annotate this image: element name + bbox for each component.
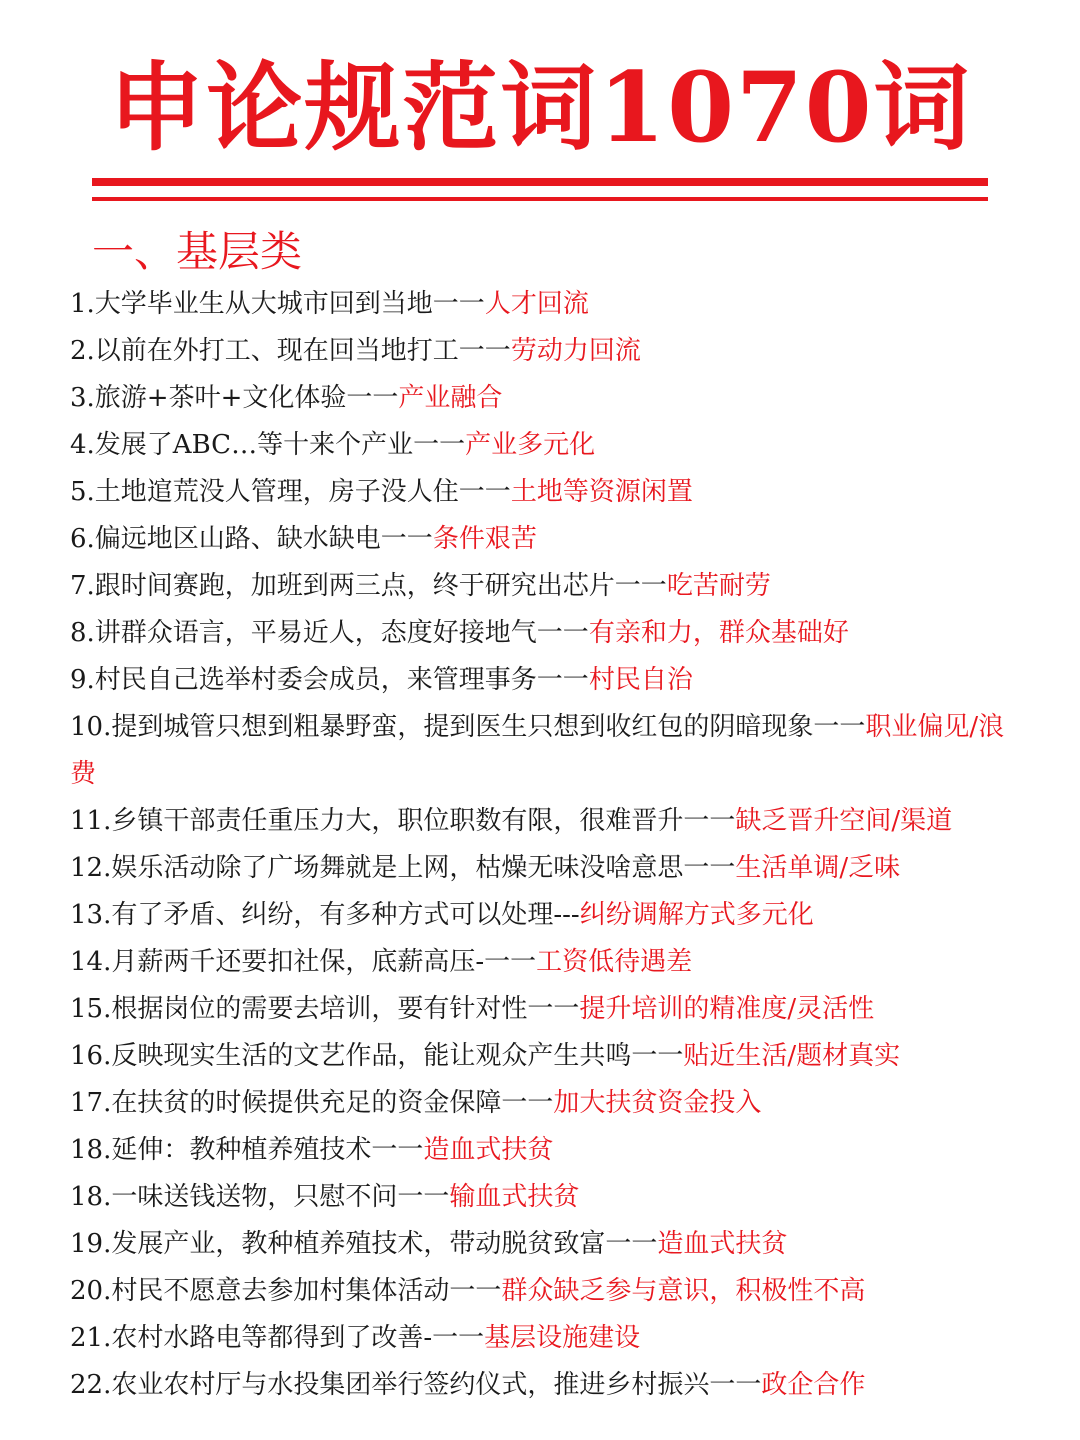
list-item (70, 1033, 1020, 1080)
item-term: 贴近生活/题材真实 (683, 1041, 901, 1071)
item-term: 基层设施建设 (484, 1323, 641, 1353)
item-term: 土地等资源闲置 (510, 477, 693, 507)
list-item (70, 892, 1020, 939)
item-description: 6.偏远地区山路、缺水缺电一一 (70, 524, 433, 554)
item-description: 3.旅游+茶叶+文化体验一一 (70, 383, 399, 413)
item-description: 7.跟时间赛跑，加班到两三点，终于研究出芯片一一 (70, 571, 667, 601)
item-description: 9.村民自己选举村委会成员，来管理事务一一 (70, 665, 589, 695)
list-item (70, 845, 1020, 892)
list-item (70, 986, 1020, 1033)
item-term: 村民自治 (588, 665, 693, 695)
item-description: 22.农业农村厅与水投集团举行签约仪式，推进乡村振兴一一 (70, 1370, 762, 1400)
item-description: 18.一味送钱送物，只慰不问一一 (70, 1182, 450, 1212)
list-item (70, 422, 1020, 469)
list-item (70, 563, 1020, 610)
list-item (70, 798, 1020, 845)
list-item (70, 1127, 1020, 1174)
item-term: 产业融合 (398, 383, 503, 413)
item-description: 5.土地逭荒没人管理，房子没人住一一 (70, 477, 511, 507)
list-item (70, 704, 1020, 798)
item-description: 8.讲群众语言，平易近人，态度好接地气一一 (70, 618, 589, 648)
list-item (70, 1362, 1020, 1409)
item-description: 16.反映现实生活的文艺作品，能让观众产生共鸣一一 (70, 1041, 684, 1071)
item-term: 工资低待遇差 (536, 947, 693, 977)
item-term: 政企合作 (761, 1370, 866, 1400)
item-term: 产业多元化 (465, 430, 596, 460)
list-item (70, 1080, 1020, 1127)
list-item (70, 1315, 1020, 1362)
item-description: 12.娱乐活动除了广场舞就是上网，枯燥无味没啥意思一一 (70, 853, 736, 883)
item-description: 21.农村水路电等都得到了改善-一一 (70, 1323, 485, 1353)
item-description: 11.乡镇干部责任重压力大，职位职数有限，很难晋升一一 (70, 806, 736, 836)
title-divider-thick (92, 178, 988, 186)
item-term: 有亲和力，群众基础好 (588, 618, 849, 648)
item-term: 纠纷调解方式多元化 (579, 900, 814, 930)
list-item (70, 328, 1020, 375)
item-description: 14.月薪两千还要扣社保，底薪高压-一一 (70, 947, 537, 977)
item-description: 19.发展产业，教种植养殖技术，带动脱贫致富一一 (70, 1229, 658, 1259)
item-description: 18.延伸：教种植养殖技术一一 (70, 1135, 424, 1165)
item-term: 劳动力回流 (510, 336, 641, 366)
list-item (70, 281, 1020, 328)
item-term: 提升培训的精准度/灵活性 (579, 994, 875, 1024)
list-item (70, 1221, 1020, 1268)
item-description: 17.在扶贫的时候提供充足的资金保障一一 (70, 1088, 554, 1118)
item-description: 2.以前在外打工、现在回当地打工一一 (70, 336, 511, 366)
item-description: 20.村民不愿意去参加村集体活动一一 (70, 1276, 502, 1306)
item-description: 13.有了矛盾、纠纷，有多种方式可以处理--- (70, 900, 580, 930)
item-term: 造血式扶贫 (657, 1229, 788, 1259)
list-item (70, 516, 1020, 563)
item-term: 群众缺乏参与意识，积极性不高 (501, 1276, 866, 1306)
item-term: 人才回流 (484, 289, 589, 319)
item-term: 条件艰苦 (432, 524, 537, 554)
list-item (70, 939, 1020, 986)
title-divider-thin (92, 197, 988, 201)
item-term: 造血式扶贫 (423, 1135, 554, 1165)
page-title: 申论规范词1070词 (108, 51, 972, 164)
list-item (70, 1174, 1020, 1221)
item-term: 缺乏晋升空间/渠道 (735, 806, 953, 836)
list-item (70, 1268, 1020, 1315)
item-term: 输血式扶贫 (449, 1182, 580, 1212)
item-term: 吃苦耐劳 (666, 571, 771, 601)
item-term: 加大扶贫资金投入 (553, 1088, 762, 1118)
list-item (70, 657, 1020, 704)
item-description: 1.大学毕业生从大城市回到当地一一 (70, 289, 485, 319)
item-description: 15.根据岗位的需要去培训，要有针对性一一 (70, 994, 580, 1024)
list-item (70, 610, 1020, 657)
term-list (70, 281, 1020, 1409)
item-description: 10.提到城管只想到粗暴野蛮，提到医生只想到收红包的阴暗现象一一 (70, 712, 866, 742)
list-item (70, 469, 1020, 516)
section-heading: 一、基层类 (92, 227, 303, 276)
list-item (70, 375, 1020, 422)
item-term: 职业偏见/浪费 (70, 712, 1005, 789)
item-description: 4.发展了ABC…等十来个产业一一 (70, 430, 466, 460)
item-term: 生活单调/乏味 (735, 853, 901, 883)
